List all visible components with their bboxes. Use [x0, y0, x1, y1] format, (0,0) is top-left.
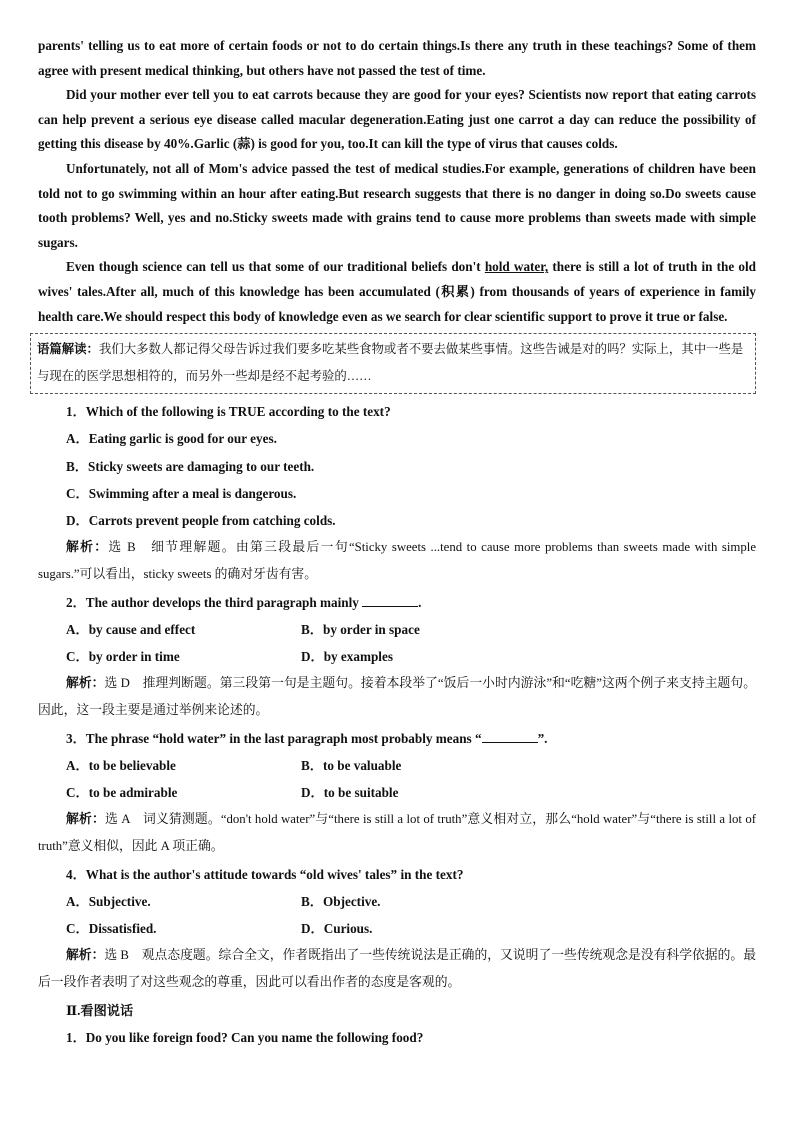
underlined-phrase-hold-water: hold water, [484, 259, 549, 275]
question-4-options-row-2 [38, 915, 756, 942]
question-2-stem-end: . [418, 594, 422, 610]
answer-blank [482, 730, 538, 743]
question-4-option-c: C．Dissatisfied. [66, 920, 157, 936]
question-4-analysis [38, 942, 756, 996]
section-2-title: Ⅱ.看图说话 [66, 1002, 134, 1018]
question-3-option-b: B．to be valuable [301, 757, 402, 773]
paragraph-3-lead: Even though science can tell us that some of our traditional beliefs don't [66, 259, 485, 275]
passage-paragraph-0: parents' telling us to eat more of certain foods or not to do certain things.Is there any truth in these teachings? Some of them agree with present medical thinking, but others have not passed the test of time. [38, 38, 756, 78]
question-4-option-d: D．Curious. [301, 920, 373, 936]
question-2-stem [38, 589, 756, 616]
paragraph-3-rest: there is still a lot of truth in the old wives' tales.After all, much of this knowledge has been accumulated (积累) from thousands of years of experience in family health care.We should respect this body of knowledge even as we search for clear scientific support to prove it true or false. [38, 259, 756, 324]
question-3-options-row-2 [38, 779, 756, 806]
question-1-option-c: C．Swimming after a meal is dangerous. [66, 485, 297, 501]
analysis-text: 选 A 词义猜测题。“don't hold water”与“there is still a lot of truth”意义相对立，那么“hold water”与“there is still a lot of truth”意义相似，因此 A 项正确。 [38, 812, 757, 854]
question-3-stem [38, 725, 756, 752]
question-3-stem-text: 3．The phrase “hold water” in the last paragraph most probably means “ [66, 730, 482, 746]
analysis-text: 选 B 细节理解题。由第三段最后一句“Sticky sweets ...tend to cause more problems than sweets made with simple sugars.”可以看出，sticky sweets 的确对牙齿有害。 [38, 540, 756, 582]
analysis-label: 解析： [66, 676, 105, 691]
answer-blank [362, 594, 418, 607]
question-3-option-d: D．to be suitable [301, 784, 399, 800]
question-1-option-b: B．Sticky sweets are damaging to our teeth. [66, 458, 315, 474]
question-1-option-d: D．Carrots prevent people from catching colds. [66, 512, 336, 528]
question-3-stem-end: ”. [537, 730, 548, 746]
passage-paragraph-1: Did your mother ever tell you to eat carrots because they are good for your eyes? Scientists now report that eating carrots can help prevent a serious eye disease called macular degeneration.Eating just one carrot a day can reduce the possibility of getting this disease by 40%.Garlic (蒜) is good for you, too.It can kill the type of virus that causes colds. [38, 87, 756, 152]
question-2-analysis [38, 670, 756, 724]
question-4-option-b: B．Objective. [301, 893, 381, 909]
question-2-options-row-1 [38, 616, 756, 643]
question-2-stem-text: 2．The author develops the third paragraph mainly [66, 594, 359, 610]
analysis-text: 选 B 观点态度题。综合全文，作者既指出了一些传统说法是正确的，又说明了一些传统观念是没有科学依据的。最后一段作者表明了对这些观念的尊重，因此可以看出作者的态度是客观的。 [38, 948, 756, 990]
question-2-option-a: A．by cause and effect [66, 621, 196, 637]
passage-paragraph-2: Unfortunately, not all of Mom's advice passed the test of medical studies.For example, generations of children have been told not to go swimming within an hour after eating.But research suggests that there is no danger in doing so.Do sweets cause tooth problems? Well, yes and no.Sticky sweets made with grains tend to cause more problems than sweets made with simple sugars. [38, 160, 756, 250]
question-3-option-a: A．to be believable [66, 757, 176, 773]
question-4-stem: 4．What is the author's attitude towards “old wives' tales” in the text? [66, 866, 464, 882]
question-2-options-row-2 [38, 643, 756, 670]
analysis-label: 解析： [66, 812, 105, 827]
document-page [38, 34, 756, 1051]
summary-text: 我们大多数人都记得父母告诉过我们要多吃某些食物或者不要去做某些事情。这些告诫是对的吗？实际上，其中一些是与现在的医学思想相符的，而另外一些却是经不起考验的…… [37, 342, 744, 384]
question-3-analysis [38, 806, 756, 860]
question-2-option-c: C．by order in time [66, 648, 180, 664]
question-4-options-row-1 [38, 888, 756, 915]
question-1-option-a: A．Eating garlic is good for our eyes. [66, 431, 277, 447]
question-2-option-b: B．by order in space [301, 621, 420, 637]
question-2-option-d: D．by examples [301, 648, 393, 664]
analysis-text: 选 D 推理判断题。第三段第一句是主题句。接着本段举了“饭后一小时内游泳”和“吃糖”这两个例子来支持主题句。因此，这一段主要是通过举例来论述的。 [38, 676, 756, 718]
passage-paragraph-3 [38, 255, 756, 329]
question-1-analysis [38, 534, 756, 588]
passage-summary-box [30, 333, 756, 394]
summary-label: 语篇解读： [37, 342, 99, 357]
question-3-option-c: C．to be admirable [66, 784, 178, 800]
question-1-stem: 1．Which of the following is TRUE according to the text? [66, 404, 391, 420]
analysis-label: 解析： [66, 540, 109, 555]
question-4-option-a: A．Subjective. [66, 893, 151, 909]
question-3-options-row-1 [38, 752, 756, 779]
analysis-label: 解析： [66, 948, 105, 963]
section-2-question-1: 1．Do you like foreign food? Can you name the following food? [66, 1029, 424, 1045]
